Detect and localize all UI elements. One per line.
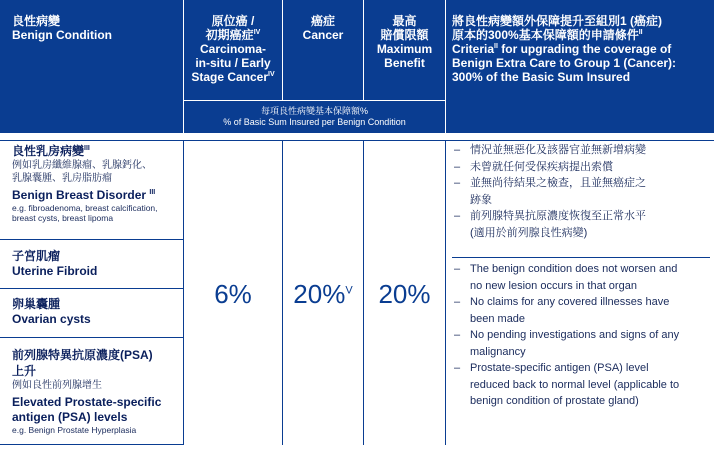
condition-en-example: e.g. Benign Prostate Hyperplasia xyxy=(12,425,137,435)
condition-row-uterine xyxy=(0,241,183,289)
header-max xyxy=(364,0,445,100)
header-criteria-zh1: 將良性病變額外保障提升至組別1 (癌症) xyxy=(452,14,663,28)
criteria-zh-item: – 情況並無惡化及該器官並無新增病變 xyxy=(454,144,646,156)
header-criteria-en2: Benign Extra Care to Group 1 (Cancer): xyxy=(452,56,677,70)
header-condition-en: Benign Condition xyxy=(12,28,112,42)
condition-en-2: antigen (PSA) levels xyxy=(12,410,128,424)
condition-zh-2: 上升 xyxy=(12,364,37,378)
header-subtitle xyxy=(184,101,445,133)
header-cis-zh1: 原位癌 / xyxy=(211,14,255,28)
criteria-en-item: – No claims for any covered illnesses have been made xyxy=(454,296,670,325)
header-cancer-en: Cancer xyxy=(302,28,344,42)
header-criteria-en1: Criteria$^{II}$ for upgrading the coverage of xyxy=(452,42,672,56)
header-criteria-en3: 300% of the Basic Sum Insured xyxy=(452,70,631,84)
divider-col-4 xyxy=(445,140,446,445)
condition-zh-example-1: 例如乳房纖維腺瘤、乳腺鈣化、 xyxy=(12,160,152,171)
condition-zh: 卵巢囊腫 xyxy=(12,297,61,311)
condition-zh: 子宮肌瘤 xyxy=(12,249,61,263)
header-cis-en1: Carcinoma- xyxy=(199,42,267,56)
condition-zh-example-2: 乳腺囊腫、乳房脂肪瘤 xyxy=(12,173,112,184)
condition-zh-example: 例如良性前列腺增生 xyxy=(12,380,102,391)
header-max-en2: Benefit xyxy=(384,56,425,70)
header-criteria-extend xyxy=(446,100,714,133)
header-sub-divider xyxy=(184,100,445,101)
header-cis-en2: in-situ / Early xyxy=(195,56,271,70)
condition-row-breast xyxy=(0,141,183,240)
header-max-zh2: 賠償限額 xyxy=(380,28,429,42)
header-criteria xyxy=(446,0,714,100)
header-cancer xyxy=(283,0,363,100)
criteria-en-item: – Prostate-specific antigen (PSA) level reduced back to normal level (applicable to benign condition of prostate gland) xyxy=(454,362,680,407)
value-cancer: 20%$^V$ xyxy=(293,279,353,309)
condition-en: Benign Breast Disorder $^{III}$ xyxy=(12,188,156,202)
header-cis-en3: Stage Cancer$^{IV}$ xyxy=(191,70,275,84)
body-top-border xyxy=(0,140,714,141)
condition-en-example-1: e.g. fibroadenoma, breast calcification, xyxy=(12,203,158,213)
condition-zh-1: 前列腺特異抗原濃度(PSA) xyxy=(12,348,153,362)
condition-en-1: Elevated Prostate-specific xyxy=(12,395,162,409)
header-condition xyxy=(0,0,183,100)
value-max: 20% xyxy=(378,279,431,309)
criteria-zh-list xyxy=(452,142,710,241)
header-subtitle-en: % of Basic Sum Insured per Benign Condition xyxy=(223,117,406,127)
criteria-zh-item: – 並無尚待結果之檢查，且並無癌症之 跡象 xyxy=(454,177,646,206)
criteria-zh-item: – 前列腺特異抗原濃度恢復至正常水平 (適用於前列腺良性病變) xyxy=(454,210,646,239)
header-max-en1: Maximum xyxy=(376,42,433,56)
header-max-zh1: 最高 xyxy=(392,14,417,28)
criteria-en-item: – The benign condition does not worsen and no new lesion occurs in that organ xyxy=(454,263,678,292)
condition-en: Ovarian cysts xyxy=(12,312,91,326)
header-cancer-zh: 癌症 xyxy=(310,14,335,28)
condition-row-psa xyxy=(0,339,183,445)
header-cis xyxy=(184,0,282,100)
header-condition-zh: 良性病變 xyxy=(12,14,61,28)
header-cis-zh2: 初期癌症$^{IV}$ xyxy=(205,28,261,42)
header-criteria-zh2: 原本的300%基本保障額的申請條件$^{II}$ xyxy=(452,28,643,42)
criteria-en-item: – No pending investigations and signs of any malignancy xyxy=(454,329,680,358)
condition-en: Uterine Fibroid xyxy=(12,264,98,278)
value-cis: 6% xyxy=(214,279,252,309)
header-subtitle-zh: 每項良性病變基本保障額% xyxy=(260,106,368,116)
condition-row-ovarian xyxy=(0,290,183,338)
criteria-zh-item: – 未曾就任何受保疾病提出索償 xyxy=(454,160,613,173)
header-condition-extend xyxy=(0,100,183,133)
criteria-en-list xyxy=(452,261,710,410)
condition-zh: 良性乳房病變$^{III}$ xyxy=(12,144,90,158)
criteria-divider xyxy=(452,257,710,258)
condition-en-example-2: breast cysts, breast lipoma xyxy=(12,213,114,223)
